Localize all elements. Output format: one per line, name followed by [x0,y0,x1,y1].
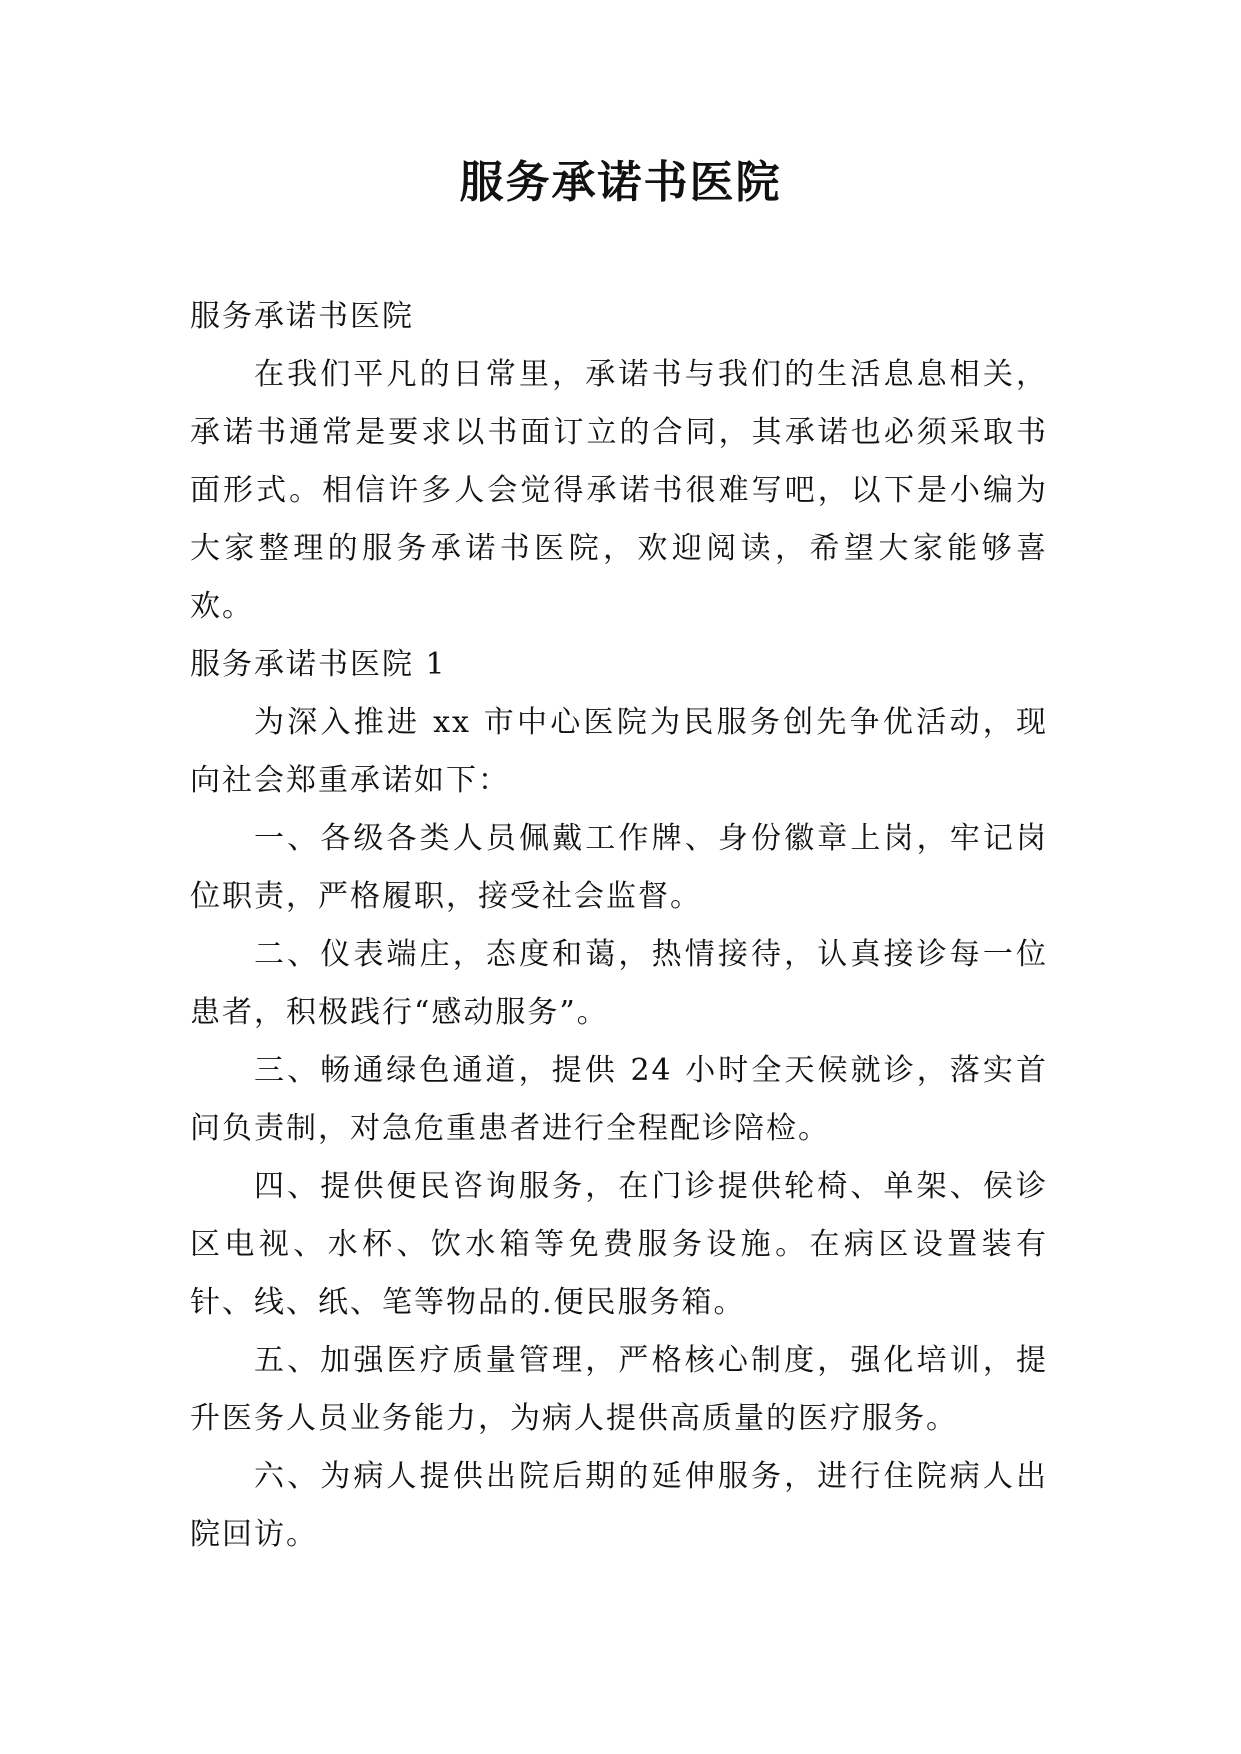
intro-paragraph: 在我们平凡的日常里，承诺书与我们的生活息息相关，承诺书通常是要求以书面订立的合同，其承诺也必须采取书面形式。相信许多人会觉得承诺书很难写吧，以下是小编为大家整理的服务承诺书医院，欢迎阅读，希望大家能够喜欢。 [190,357,1048,624]
commitment-item-1: 一、各级各类人员佩戴工作牌、身份徽章上岗，牢记岗位职责，严格履职，接受社会监督。 [190,821,1048,914]
commitment-item-5: 五、加强医疗质量管理，严格核心制度，强化培训，提升医务人员业务能力，为病人提供高质量的医疗服务。 [190,1343,1048,1436]
commitment-item-2: 二、仪表端庄，态度和蔼，热情接待，认真接诊每一位患者，积极践行“感动服务”。 [190,937,1048,1030]
commitment-item-3: 三、畅通绿色通道，提供 24 小时全天候就诊，落实首问负责制，对急危重患者进行全程配诊陪检。 [190,1053,1048,1146]
section-intro-paragraph: 为深入推进 xx 市中心医院为民服务创先争优活动，现向社会郑重承诺如下： [190,705,1048,798]
commitment-item-6: 六、为病人提供出院后期的延伸服务，进行住院病人出院回访。 [190,1459,1048,1552]
document-title: 服务承诺书医院 [459,157,782,208]
intro-section [190,288,1048,636]
section-heading: 服务承诺书医院 1 [190,647,447,682]
commitment-section [190,636,1048,1564]
intro-heading: 服务承诺书医院 [190,299,414,334]
commitment-item-4: 四、提供便民咨询服务，在门诊提供轮椅、单架、侯诊区电视、水杯、饮水箱等免费服务设施。在病区设置装有针、线、纸、笔等物品的.便民服务箱。 [190,1169,1048,1320]
